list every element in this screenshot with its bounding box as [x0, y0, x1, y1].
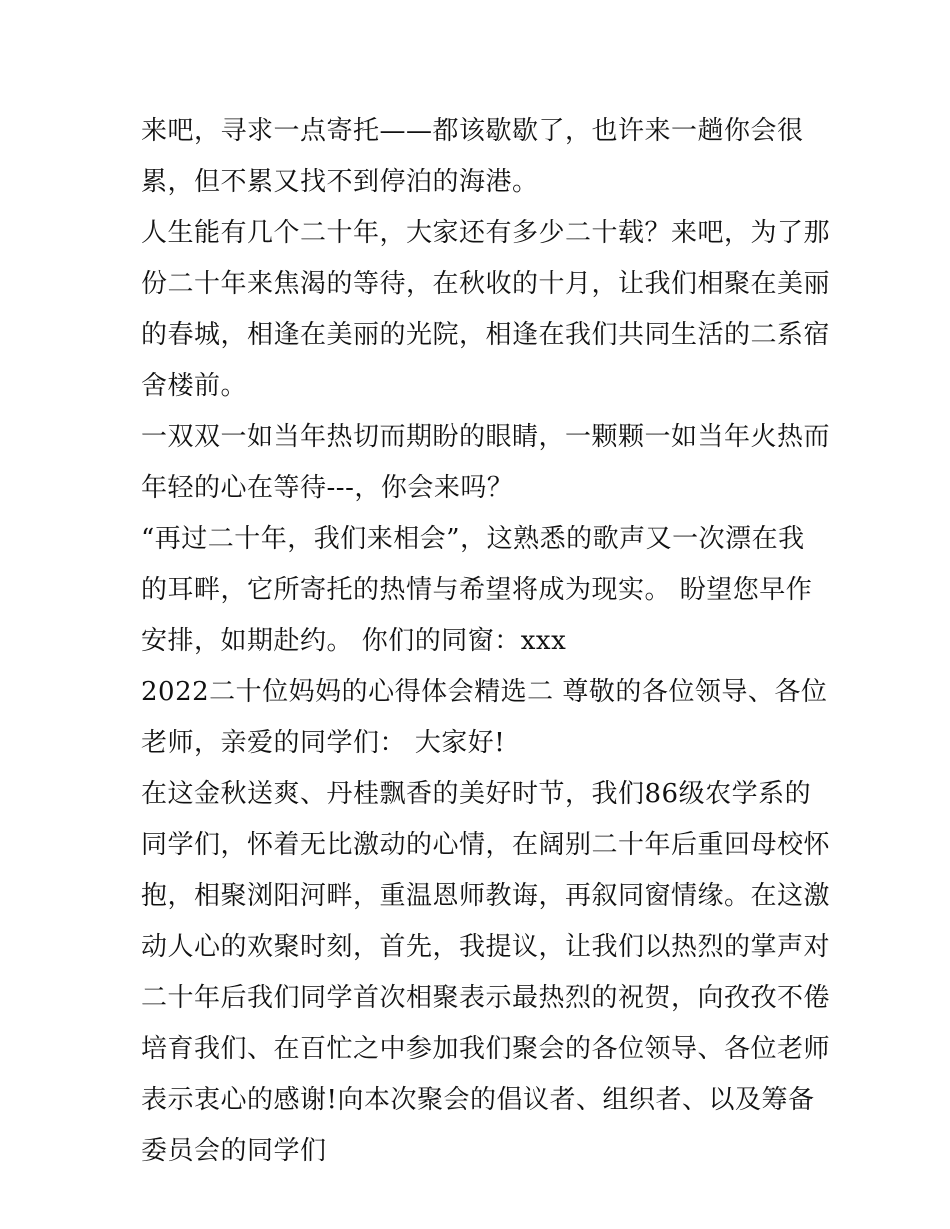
paragraph-invitation-closing: 来吧，寻求一点寄托——都该歇歇了，也许来一趟你会很累，但不累又找不到停泊的海港。: [141, 116, 804, 197]
paragraph-speech-heading: 2022二十位妈妈的心得体会精选二 尊敬的各位领导、各位老师，亲爱的同学们： 大家好!: [141, 677, 828, 758]
document-body: [141, 106, 831, 1177]
paragraph-speech-body: 在这金秋送爽、丹桂飘香的美好时节，我们86级农学系的同学们，怀着无比激动的心情，在阔别二十年后重回母校怀抱，相聚浏阳河畔，重温恩师教诲，再叙同窗情缘。在这激动人心的欢聚时刻，首先，我提议，让我们以热烈的掌声对二十年后我们同学首次相聚表示最热烈的祝贺，向孜孜不倦培育我们、在百忙之中参加我们聚会的各位领导、各位老师表示衷心的感谢!向本次聚会的倡议者、组织者、以及筹备委员会的同学们: [141, 779, 831, 1166]
paragraph-waiting-eyes: 一双双一如当年热切而期盼的眼睛，一颗颗一如当年火热而年轻的心在等待---，你会来吗？: [141, 422, 831, 503]
paragraph-song-quote: “再过二十年，我们来相会”，这熟悉的歌声又一次漂在我的耳畔，它所寄托的热情与希望将成为现实。 盼望您早作安排，如期赴约。 你们的同窗：xxx: [141, 524, 813, 656]
paragraph-twenty-years: 人生能有几个二十年，大家还有多少二十载？来吧，为了那份二十年来焦渴的等待，在秋收的十月，让我们相聚在美丽的春城，相逢在美丽的光院，相逢在我们共同生活的二系宿舍楼前。: [141, 218, 831, 401]
